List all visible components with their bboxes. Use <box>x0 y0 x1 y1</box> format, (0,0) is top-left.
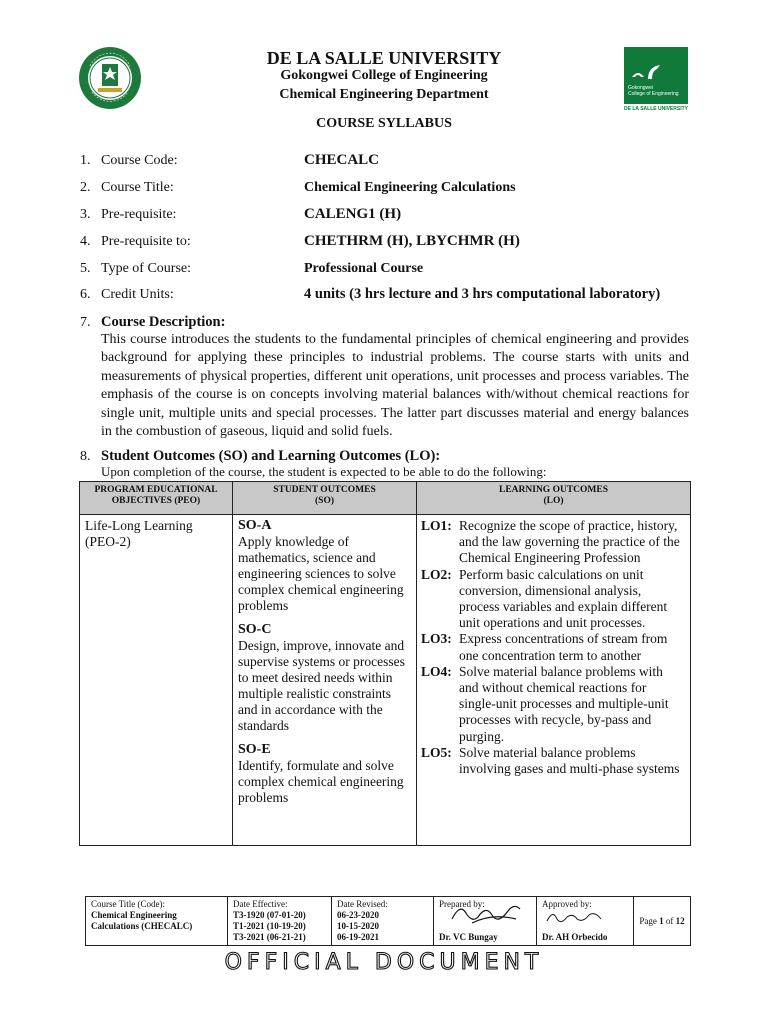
lo-code: LO3: <box>421 631 452 647</box>
outcomes-number: 8. <box>80 449 91 464</box>
table-row <box>86 897 691 946</box>
lo-text: Solve material balance problems involving gases and multi-phase systems <box>459 744 680 777</box>
document-footer-table <box>85 896 691 946</box>
item-value: 4 units (3 hrs lecture and 3 hrs computational laboratory) <box>304 286 661 302</box>
footer-page-cell <box>634 897 691 946</box>
description-text: This course introduces the students to the fundamental principles of chemical engineering and provides background for applying these principles to industrial problems. The course starts with units and measurements of physical properties, different unit operations, unit processes and process variables. The emphasis of the course is on concepts involving material balances with/without chemical reactions for single unit, multiple units and special processes. The latter part discusses material and energy balances in the combustion of gaseous, liquid and solid fuels. <box>101 332 689 440</box>
lo-code: LO2: <box>421 566 452 582</box>
footer-value: T1-2021 (10-19-20) <box>233 921 306 931</box>
column-header-text: OBJECTIVES (PEO) <box>111 496 201 506</box>
logo-caption-1: Gokongwei <box>628 85 654 91</box>
so-item <box>238 622 411 734</box>
lo-text: Express concentrations of stream from one concentration term to another <box>459 631 668 663</box>
outcomes-intro: Upon completion of the course, the student is expected to be able to do the following: <box>101 464 547 479</box>
column-header-text: PROGRAM EDUCATIONAL <box>94 485 218 495</box>
item-value: Professional Course <box>304 261 424 276</box>
logo-footer-text: DE LA SALLE UNIVERSITY <box>624 106 688 112</box>
description-heading: Course Description: <box>101 314 226 330</box>
footer-value: Calculations (CHECALC) <box>91 921 193 931</box>
page-current: 1 <box>659 915 664 926</box>
item-number: 5. <box>80 261 91 276</box>
column-header-text: LEARNING OUTCOMES <box>499 485 608 495</box>
lo-text: Perform basic calculations on unit conversion, dimensional analysis, process variables and explain different unit operations and unit processes. <box>459 566 668 631</box>
peo-title: Life-Long Learning <box>85 518 193 533</box>
item-label: Course Title: <box>101 180 174 195</box>
item-label: Pre-requisite to: <box>101 234 191 249</box>
footer-value: Chemical Engineering <box>91 910 177 920</box>
item-number: 1. <box>80 153 91 168</box>
footer-label: Date Effective: <box>233 899 288 909</box>
footer-value: T3-1920 (07-01-20) <box>233 910 306 920</box>
so-text: Design, improve, innovate and supervise systems or processes to meet desired needs within multiple realistic constraints and in accordance with the standards <box>238 638 405 733</box>
footer-approved-cell <box>537 897 634 946</box>
footer-value: 10-15-2020 <box>337 921 379 931</box>
column-header-text: STUDENT OUTCOMES <box>273 485 376 495</box>
footer-label: Approved by: <box>542 899 592 909</box>
item-label: Course Code: <box>101 153 178 168</box>
so-item <box>238 518 411 614</box>
lo-text: Recognize the scope of practice, history, and the law governing the practice of the Chemical Engineering Profession <box>459 518 680 566</box>
page-total: 12 <box>675 915 685 926</box>
item-value: CALENG1 (H) <box>304 206 402 222</box>
lo-item <box>421 567 685 632</box>
university-name: DE LA SALLE UNIVERSITY <box>266 48 502 68</box>
description-number: 7. <box>80 315 91 330</box>
column-header-peo <box>80 482 233 515</box>
lo-cell <box>417 515 691 846</box>
footer-label: Date Revised: <box>337 899 388 909</box>
page-label: Page <box>639 915 657 926</box>
signature-icon <box>543 907 613 929</box>
footer-value: Dr. AH Orbecido <box>542 932 608 942</box>
college-name: Gokongwei College of Engineering <box>280 68 488 83</box>
so-item <box>238 742 411 806</box>
lo-code: LO5: <box>421 744 452 760</box>
footer-value: 06-23-2020 <box>337 910 379 920</box>
item-label: Pre-requisite: <box>101 207 177 222</box>
so-text: Apply knowledge of mathematics, science and engineering sciences to solve complex chemical engineering problems <box>238 534 404 613</box>
so-code: SO-A <box>238 518 272 533</box>
official-document-banner: OFFICIAL DOCUMENT <box>224 950 544 975</box>
lo-item <box>421 631 685 663</box>
peo-code: (PEO-2) <box>85 534 131 549</box>
table-row <box>80 515 691 846</box>
lo-text: Solve material balance problems with and without chemical reactions for single-unit processes and multiple-unit processes with recycle, by-pass and purging. <box>459 663 669 744</box>
footer-label: Course Title (Code): <box>91 899 166 909</box>
so-cell <box>233 515 417 846</box>
item-value: CHETHRM (H), LBYCHMR (H) <box>304 233 520 249</box>
footer-value: T3-2021 (06-21-21) <box>233 932 306 942</box>
footer-label: Prepared by: <box>439 899 485 909</box>
item-value: Chemical Engineering Calculations <box>304 180 516 195</box>
so-code: SO-E <box>238 742 271 757</box>
peo-cell <box>80 515 233 846</box>
column-header-text: (SO) <box>315 496 334 506</box>
item-value: CHECALC <box>304 152 380 168</box>
footer-revised-cell <box>332 897 434 946</box>
item-number: 3. <box>80 207 91 222</box>
signature-icon <box>442 899 532 929</box>
lo-item <box>421 664 685 745</box>
page-of: of <box>665 915 674 926</box>
lo-code: LO4: <box>421 663 452 679</box>
footer-value: Dr. VC Bungay <box>439 932 498 942</box>
column-header-lo <box>417 482 691 515</box>
column-header-text: (LO) <box>543 496 564 506</box>
item-number: 2. <box>80 180 91 195</box>
lo-item <box>421 745 685 777</box>
item-label: Credit Units: <box>101 287 174 302</box>
footer-value: 06-19-2021 <box>337 932 379 942</box>
outcomes-heading: Student Outcomes (SO) and Learning Outcomes (LO): <box>101 448 441 464</box>
column-header-so <box>233 482 417 515</box>
lo-code: LO1: <box>421 518 452 533</box>
so-code: SO-C <box>238 622 272 637</box>
item-number: 4. <box>80 234 91 249</box>
item-label: Type of Course: <box>101 261 192 276</box>
footer-prepared-cell <box>434 897 537 946</box>
outcomes-table <box>79 481 691 846</box>
document-title: COURSE SYLLABUS <box>316 116 452 131</box>
department-name: Chemical Engineering Department <box>279 87 489 102</box>
lo-item <box>421 518 685 567</box>
logo-caption-2: College of Engineering <box>628 91 679 97</box>
footer-effective-cell <box>228 897 332 946</box>
outcomes-table-header <box>80 482 691 515</box>
item-number: 6. <box>80 287 91 302</box>
footer-course-cell <box>86 897 228 946</box>
so-text: Identify, formulate and solve complex chemical engineering problems <box>238 758 404 805</box>
